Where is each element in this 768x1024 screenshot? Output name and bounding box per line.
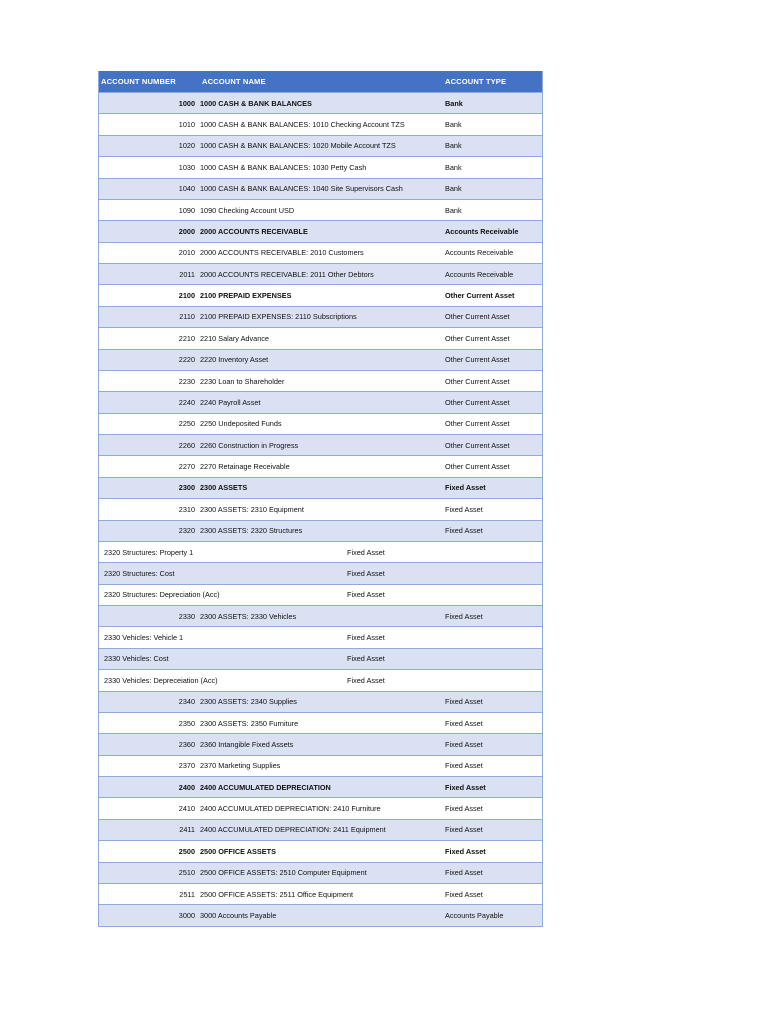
cell-account-name: 2330 Vehicles: Vehicle 1 — [104, 633, 184, 643]
cell-account-type: Fixed Asset — [445, 782, 486, 792]
table-row — [99, 819, 542, 840]
cell-account-type: Fixed Asset — [347, 547, 385, 557]
cell-account-name: 2300 ASSETS: 2350 Furniture — [200, 718, 299, 728]
table-row — [99, 284, 542, 305]
cell-account-name: 2000 ACCOUNTS RECEIVABLE: 2011 Other Debtors — [200, 269, 374, 279]
cell-account-number: 2250 — [178, 419, 195, 429]
cell-account-number: 1040 — [178, 184, 195, 194]
table-row — [99, 755, 542, 776]
cell-account-type: Fixed Asset — [445, 825, 483, 835]
cell-account-name: 2400 ACCUMULATED DEPRECIATION — [200, 782, 331, 792]
chart-of-accounts-table — [98, 71, 543, 927]
cell-account-number: 2411 — [179, 825, 195, 835]
header-account-name: ACCOUNT NAME — [202, 77, 266, 86]
cell-account-number: 3000 — [178, 910, 195, 920]
cell-account-name: 2300 ASSETS: 2330 Vehicles — [200, 611, 297, 621]
cell-account-name: 2500 OFFICE ASSETS: 2511 Office Equipment — [200, 889, 354, 899]
table-row — [99, 712, 542, 733]
cell-account-number: 2270 — [178, 462, 195, 472]
cell-account-type: Accounts Payable — [445, 910, 504, 920]
cell-account-name: 2400 ACCUMULATED DEPRECIATION: 2411 Equipment — [200, 825, 386, 835]
cell-account-number: 2011 — [179, 269, 195, 279]
table-row — [99, 584, 542, 605]
cell-account-type: Other Current Asset — [445, 397, 510, 407]
cell-account-type: Fixed Asset — [445, 718, 483, 728]
cell-account-number: 1000 — [178, 98, 195, 108]
cell-account-type: Bank — [445, 141, 462, 151]
cell-account-number: 1090 — [178, 205, 195, 215]
cell-account-type: Bank — [445, 120, 462, 130]
cell-account-type: Fixed Asset — [445, 761, 483, 771]
table-row — [99, 862, 542, 883]
cell-account-type: Fixed Asset — [445, 483, 486, 493]
cell-account-name: 2100 PREPAID EXPENSES: 2110 Subscriptions — [200, 312, 357, 322]
table-row — [99, 242, 542, 263]
table-row — [99, 370, 542, 391]
table-row — [99, 626, 542, 647]
table-row — [99, 455, 542, 476]
cell-account-name: 1000 CASH & BANK BALANCES: 1010 Checking Account TZS — [200, 120, 405, 130]
cell-account-name: 2400 ACCUMULATED DEPRECIATION: 2410 Furniture — [200, 804, 381, 814]
table-row — [99, 113, 542, 134]
table-row — [99, 434, 542, 455]
cell-account-name: 2240 Payroll Asset — [200, 397, 261, 407]
cell-account-type: Other Current Asset — [445, 419, 510, 429]
cell-account-type: Fixed Asset — [347, 590, 385, 600]
cell-account-type: Fixed Asset — [347, 568, 385, 578]
cell-account-name: 2500 OFFICE ASSETS — [200, 846, 276, 856]
cell-account-type: Bank — [445, 205, 462, 215]
cell-account-name: 2230 Loan to Shareholder — [200, 376, 285, 386]
table-row — [99, 883, 542, 904]
table-row — [99, 199, 542, 220]
cell-account-type: Other Current Asset — [445, 440, 510, 450]
cell-account-type: Fixed Asset — [445, 739, 483, 749]
cell-account-name: 2500 OFFICE ASSETS: 2510 Computer Equipment — [200, 868, 367, 878]
cell-account-number: 2230 — [178, 376, 195, 386]
table-row — [99, 797, 542, 818]
header-account-number: ACCOUNT NUMBER — [101, 77, 176, 86]
cell-account-number: 2220 — [178, 355, 195, 365]
cell-account-type: Fixed Asset — [347, 654, 385, 664]
cell-account-number: 2370 — [178, 761, 195, 771]
cell-account-type: Accounts Receivable — [445, 269, 514, 279]
table-row — [99, 648, 542, 669]
cell-account-number: 2410 — [178, 804, 195, 814]
cell-account-type: Other Current Asset — [445, 355, 510, 365]
table-row — [99, 156, 542, 177]
table-row — [99, 691, 542, 712]
cell-account-name: 2300 ASSETS: 2310 Equipment — [200, 504, 304, 514]
table-row — [99, 349, 542, 370]
table-row — [99, 520, 542, 541]
cell-account-number: 2500 — [178, 846, 195, 856]
cell-account-type: Accounts Receivable — [445, 226, 519, 236]
cell-account-type: Bank — [445, 184, 462, 194]
table-row — [99, 92, 542, 113]
cell-account-number: 2350 — [178, 718, 195, 728]
cell-account-name: 2370 Marketing Supplies — [200, 761, 281, 771]
cell-account-type: Fixed Asset — [445, 526, 483, 536]
cell-account-name: 2220 Inventory Asset — [200, 355, 269, 365]
cell-account-name: 2300 ASSETS: 2340 Supplies — [200, 697, 297, 707]
cell-account-name: 2360 Intangible Fixed Assets — [200, 739, 294, 749]
table-row — [99, 220, 542, 241]
table-row — [99, 263, 542, 284]
cell-account-type: Fixed Asset — [445, 804, 483, 814]
cell-account-type: Fixed Asset — [347, 675, 385, 685]
cell-account-number: 1020 — [178, 141, 195, 151]
table-row — [99, 562, 542, 583]
table-row — [99, 904, 542, 925]
cell-account-name: 2300 ASSETS: 2320 Structures — [200, 526, 303, 536]
cell-account-type: Other Current Asset — [445, 376, 510, 386]
table-row — [99, 306, 542, 327]
cell-account-number: 1010 — [178, 120, 195, 130]
cell-account-number: 1030 — [178, 162, 195, 172]
cell-account-number: 2510 — [178, 868, 195, 878]
cell-account-type: Fixed Asset — [445, 697, 483, 707]
cell-account-type: Fixed Asset — [445, 504, 483, 514]
cell-account-type: Fixed Asset — [445, 889, 483, 899]
cell-account-name: 2300 ASSETS — [200, 483, 248, 493]
cell-account-name: 2320 Structures: Depreciation (Acc) — [104, 590, 220, 600]
cell-account-number: 2330 — [178, 611, 195, 621]
cell-account-type: Other Current Asset — [445, 462, 510, 472]
cell-account-name: 2320 Structures: Cost — [104, 568, 175, 578]
cell-account-number: 2260 — [178, 440, 195, 450]
cell-account-number: 2000 — [178, 226, 195, 236]
cell-account-number: 2320 — [178, 526, 195, 536]
cell-account-name: 2260 Construction in Progress — [200, 440, 299, 450]
cell-account-type: Fixed Asset — [445, 611, 483, 621]
table-row — [99, 391, 542, 412]
cell-account-number: 2210 — [178, 333, 195, 343]
cell-account-name: 1090 Checking Account USD — [200, 205, 295, 215]
cell-account-type: Fixed Asset — [445, 868, 483, 878]
cell-account-type: Fixed Asset — [445, 846, 486, 856]
table-row — [99, 776, 542, 797]
cell-account-number: 2110 — [179, 312, 195, 322]
cell-account-name: 1000 CASH & BANK BALANCES — [200, 98, 312, 108]
table-row — [99, 840, 542, 861]
cell-account-type: Bank — [445, 162, 462, 172]
cell-account-number: 2100 — [178, 291, 195, 301]
table-header-row — [99, 71, 542, 92]
table-row — [99, 327, 542, 348]
cell-account-number: 2310 — [178, 504, 195, 514]
cell-account-number: 2511 — [179, 889, 195, 899]
cell-account-name: 2000 ACCOUNTS RECEIVABLE — [200, 226, 308, 236]
cell-account-number: 2360 — [178, 739, 195, 749]
table-row — [99, 413, 542, 434]
cell-account-type: Other Current Asset — [445, 291, 515, 301]
cell-account-type: Other Current Asset — [445, 312, 510, 322]
cell-account-name: 2000 ACCOUNTS RECEIVABLE: 2010 Customers — [200, 248, 364, 258]
cell-account-name: 2320 Structures: Property 1 — [104, 547, 194, 557]
cell-account-name: 1000 CASH & BANK BALANCES: 1020 Mobile Account TZS — [200, 141, 396, 151]
table-row — [99, 605, 542, 626]
table-row — [99, 498, 542, 519]
table-row — [99, 733, 542, 754]
cell-account-name: 2210 Salary Advance — [200, 333, 269, 343]
table-row — [99, 477, 542, 498]
cell-account-name: 2250 Undeposited Funds — [200, 419, 282, 429]
cell-account-name: 3000 Accounts Payable — [200, 910, 277, 920]
cell-account-type: Other Current Asset — [445, 333, 510, 343]
cell-account-number: 2340 — [178, 697, 195, 707]
cell-account-name: 1000 CASH & BANK BALANCES: 1040 Site Supervisors Cash — [200, 184, 403, 194]
cell-account-name: 2100 PREPAID EXPENSES — [200, 291, 292, 301]
cell-account-name: 1000 CASH & BANK BALANCES: 1030 Petty Cash — [200, 162, 367, 172]
cell-account-number: 2240 — [178, 397, 195, 407]
table-row — [99, 178, 542, 199]
table-row — [99, 541, 542, 562]
cell-account-type: Fixed Asset — [347, 633, 385, 643]
cell-account-type: Bank — [445, 98, 463, 108]
cell-account-name: 2330 Vehicles: Cost — [104, 654, 169, 664]
cell-account-name: 2330 Vehicles: Depreceiation (Acc) — [104, 675, 218, 685]
cell-account-number: 2300 — [178, 483, 195, 493]
header-account-type: ACCOUNT TYPE — [445, 77, 507, 86]
cell-account-number: 2010 — [178, 248, 195, 258]
table-row — [99, 135, 542, 156]
table-row — [99, 669, 542, 690]
cell-account-number: 2400 — [178, 782, 195, 792]
cell-account-type: Accounts Receivable — [445, 248, 514, 258]
table-body — [99, 92, 542, 926]
cell-account-name: 2270 Retainage Receivable — [200, 462, 290, 472]
